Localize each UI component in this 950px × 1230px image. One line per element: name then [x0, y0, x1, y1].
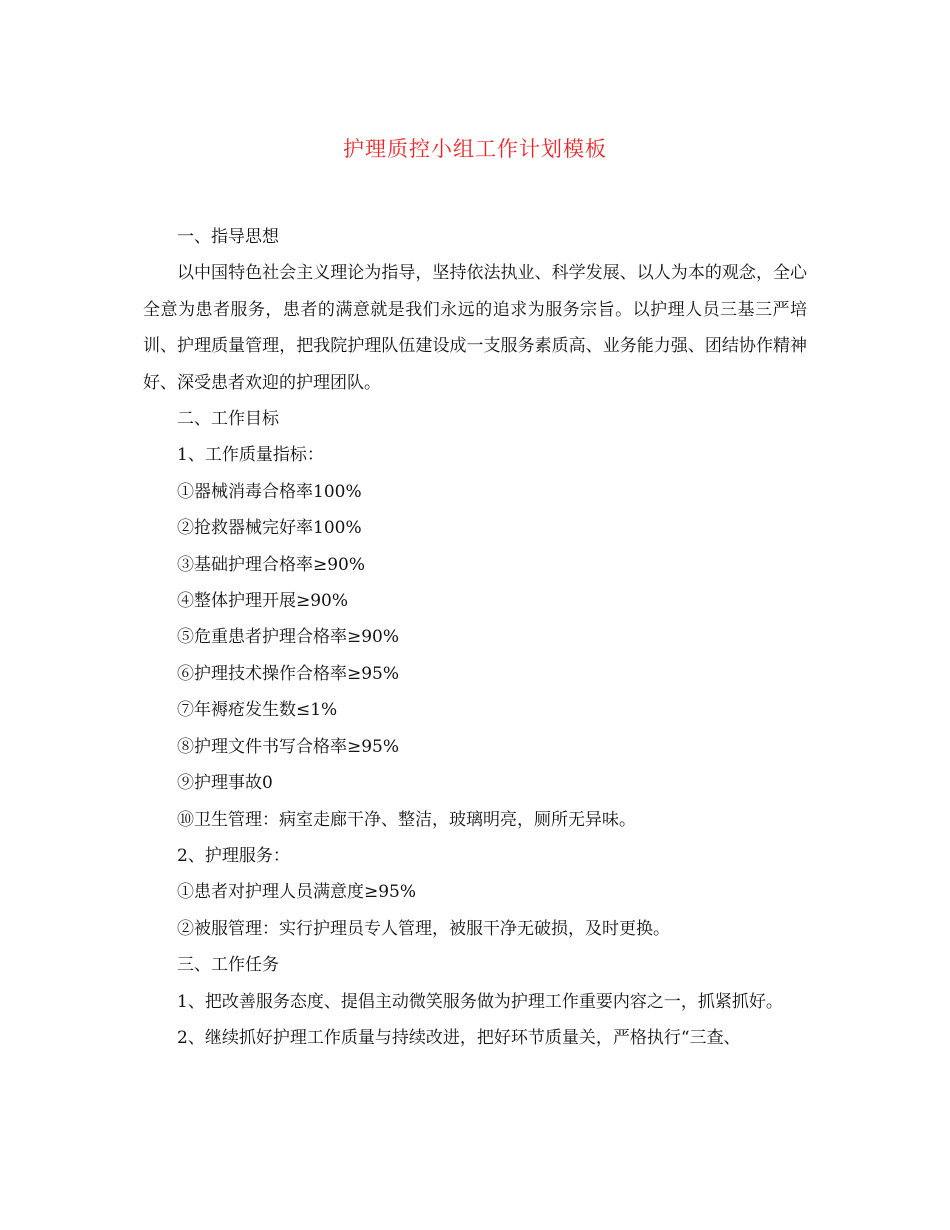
document-body: [143, 219, 807, 1056]
paragraph-guiding-ideology: 以中国特色社会主义理论为指导，坚持依法执业、科学发展、以人为本的观念，全心全意为患者服务，患者的满意就是我们永远的追求为服务宗旨。以护理人员三基三严培训、护理质量管理，把我院护理队伍建设成一支服务素质高、业务能力强、团结协作精神好、深受患者欢迎的护理团队。: [143, 263, 807, 393]
document-title: 护理质控小组工作计划模板: [343, 137, 607, 161]
list-item: ⑧护理文件书写合格率≥95%: [177, 736, 400, 757]
list-item: ⑩卫生管理：病室走廊干净、整洁，玻璃明亮，厕所无异味。: [177, 809, 636, 830]
subheading-quality-indicators: 1、工作质量指标：: [177, 445, 324, 466]
list-item: ⑤危重患者护理合格率≥90%: [177, 627, 400, 648]
list-item: ⑨护理事故0: [177, 773, 273, 794]
section-heading-guiding-ideology: 一、指导思想: [177, 227, 279, 247]
list-item: ②被服管理：实行护理员专人管理，被服干净无破损，及时更换。: [177, 918, 670, 939]
subheading-nursing-service: 2、护理服务：: [177, 845, 290, 866]
list-item: ①器械消毒合格率100%: [177, 481, 362, 502]
list-item: ④整体护理开展≥90%: [177, 591, 349, 612]
list-item: ⑦年褥疮发生数≤1%: [177, 700, 338, 721]
paragraph-task-1: 1、把改善服务态度、提倡主动微笑服务做为护理工作重要内容之一，抓紧抓好。: [177, 991, 783, 1012]
list-item: ①患者对护理人员满意度≥95%: [177, 882, 417, 903]
paragraph-task-2: 2、继续抓好护理工作质量与持续改进，把好环节质量关，严格执行“三查、: [177, 1027, 741, 1048]
list-item: ③基础护理合格率≥90%: [177, 554, 366, 575]
list-item: ②抢救器械完好率100%: [177, 518, 362, 539]
list-item: ⑥护理技术操作合格率≥95%: [177, 663, 400, 684]
section-heading-work-goals: 二、工作目标: [177, 409, 279, 430]
section-heading-work-tasks: 三、工作任务: [177, 955, 279, 976]
